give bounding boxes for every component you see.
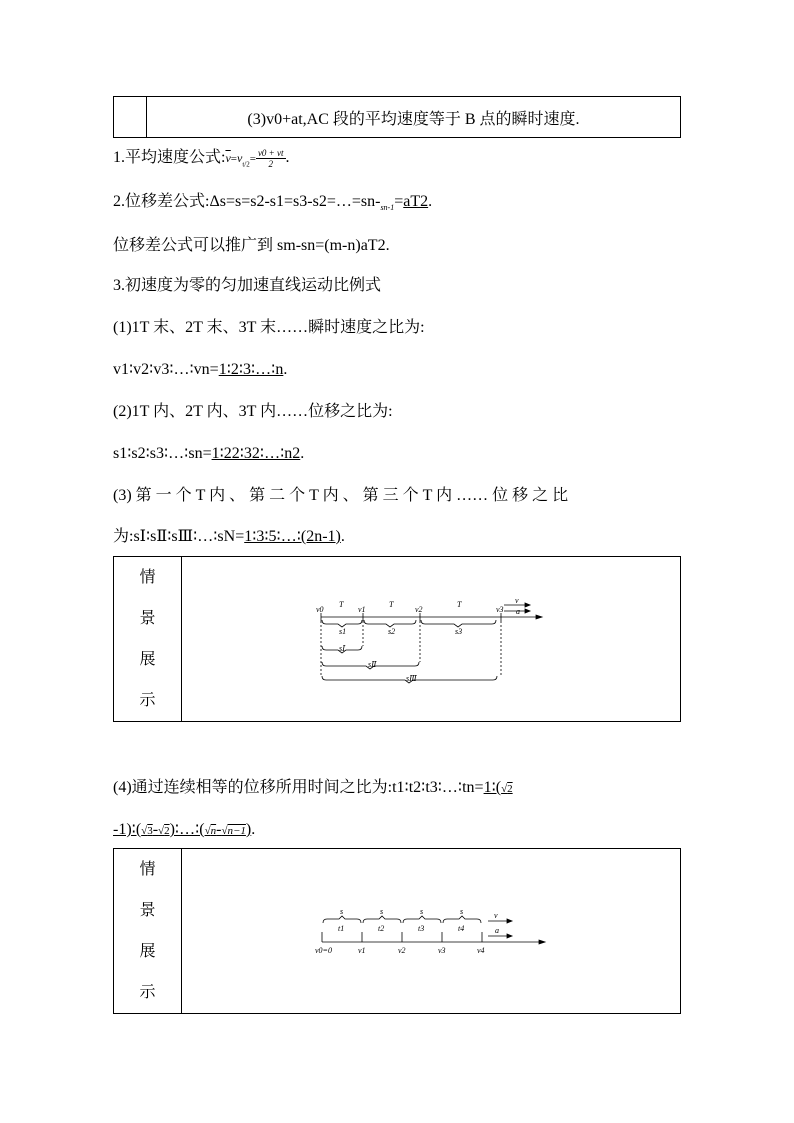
fig1-s2: s2 [388,627,396,636]
scene2-label-3: 示 [139,984,156,1001]
generalization-formula: sm-sn=(m-n)aT2. [277,237,390,254]
scene1-label-1: 景 [139,610,156,627]
fig2-t3: t3 [418,924,425,933]
avg-velocity-fraction [256,148,286,169]
scene2-label-1: 景 [139,902,156,919]
p4-root2: 2 [507,783,513,795]
diff-end: . [428,193,433,210]
p4-line2: -1)∶(√3-√2)∶…∶(√n-√n−1). [113,821,256,838]
fig2-v4: v4 [477,946,485,955]
scene2-figure [181,849,680,1013]
p1-title: (1)1T 末、2T 末、3T 末……瞬时速度之比为: [113,319,425,336]
fig1-v3: v3 [496,605,504,614]
fig2-v1: v1 [358,946,366,955]
p4-line1: (4)通过连续相等的位移所用时间之比为:t1∶t2∶t3∶…∶tn=1∶(√2 [113,779,513,796]
fig1-T3: T [457,600,462,609]
p4-lhs: (4)通过连续相等的位移所用时间之比为:t1∶t2∶t3∶…∶tn= [113,779,484,796]
fig1-sII: sⅡ [368,660,377,669]
avg-velocity-end: . [285,149,290,167]
eq1: = [230,153,237,166]
fig1-v2: v2 [415,605,423,614]
p4-root3: 3 [147,825,153,837]
fig1-s1: s1 [339,627,347,636]
fig1-a: a [516,607,520,616]
fraction-numerator: v0 + vt [257,148,284,158]
v-mid: v [237,151,243,166]
fig1-v1: v1 [358,605,366,614]
p4-line2-c: )∶…∶( [169,821,205,838]
p4-line2-e: ) [245,821,252,838]
p4-line2-a: -1)∶( [113,821,142,838]
p2-lhs: s1∶s2∶s3∶…∶sn= [113,445,212,462]
fig2-s3: s [420,907,424,916]
scene2-label-2: 展 [139,943,156,960]
p4-rootn1: n−1 [227,825,246,837]
fig1-sIII: sⅢ [406,674,417,683]
fig2-t4: t4 [458,924,465,933]
v-bar: $\overline{v}$ [225,151,231,166]
fig1-T2: T [389,600,394,609]
avg-velocity-prefix: 1.平均速度公式: [113,149,226,167]
top-table [113,96,681,138]
top-table-empty-cell [114,97,147,138]
fig2-t1: t1 [338,924,345,933]
fig2-s2: s [380,907,384,916]
p4-end: . [251,821,256,838]
scene1-label-cell [114,557,182,722]
diff-generalization: 位移差公式可以推广到 sm-sn=(m-n)aT2. [113,237,390,254]
fig1-v: v [515,596,519,605]
scene2-label-cell [114,849,182,1014]
p1-formula [113,360,287,380]
fig2-v0: v0=0 [315,946,332,955]
p3-answer: 1∶3∶5∶…∶(2n-1) [244,528,341,545]
p3-formula [113,527,345,547]
p4-rootn: n [210,825,217,837]
avg-velocity-line [113,148,290,174]
p1-lhs: v1∶v2∶v3∶…∶vn= [113,361,219,378]
fig1-s3: s3 [455,627,463,636]
top-table-text: (3)v0+at,AC 段的平均速度等于 B 点的瞬时速度. [147,97,681,138]
fig1-v0: v0 [316,605,324,614]
displacement-diff-line [113,192,432,218]
diff-sub: sn-1 [380,203,395,213]
diff-mid: =s2-s1=s3-s2=…=sn- [241,193,381,210]
fig2-v2: v2 [398,946,406,955]
diff-eq: = [394,193,404,210]
p2-formula [113,444,304,464]
diff-prefix: 2.位移差公式:Δs=s [113,193,242,210]
section3-title: 3.初速度为零的匀加速直线运动比例式 [113,277,382,294]
fig2-s4: s [460,907,464,916]
p2-end: . [300,445,305,462]
p1-end: . [283,361,288,378]
scene1-label-3: 示 [139,692,156,709]
p1-answer: 1∶2∶3∶…∶n [218,361,284,378]
eq2: = [249,153,256,166]
scene1-label-2: 展 [139,651,156,668]
fig2-s1: s [340,907,344,916]
p3-lhs: 为:sⅠ∶sⅡ∶sⅢ∶…∶sN= [113,528,245,545]
p2-answer: 1∶22∶32∶…∶n2 [211,445,301,462]
diff-answer: aT2 [403,193,429,210]
v-mid-sub: t/2 [242,160,250,169]
p4-line2-b: - [152,821,159,838]
p3-line1: (3) 第 一 个 T 内 、 第 二 个 T 内 、 第 三 个 T 内 …… 位 移 之 比 [113,487,569,504]
fig1-sI: sⅠ [339,644,346,653]
fig2-v: v [494,911,498,920]
scene1-label-0: 情 [139,569,156,586]
p4-line2-d: - [216,821,222,838]
fig2-v3: v3 [438,946,446,955]
scene1-figure [181,557,680,721]
p4-root2b: 2 [164,825,170,837]
scene2-label-0: 情 [139,861,156,878]
fig2-a: a [495,926,499,935]
fig1-T1: T [339,600,344,609]
p3-end: . [340,528,345,545]
p2-title: (2)1T 内、2T 内、3T 内……位移之比为: [113,403,393,420]
fraction-denominator: 2 [268,159,273,169]
fig2-t2: t2 [378,924,385,933]
p4-answer-start: 1∶( [483,779,502,796]
